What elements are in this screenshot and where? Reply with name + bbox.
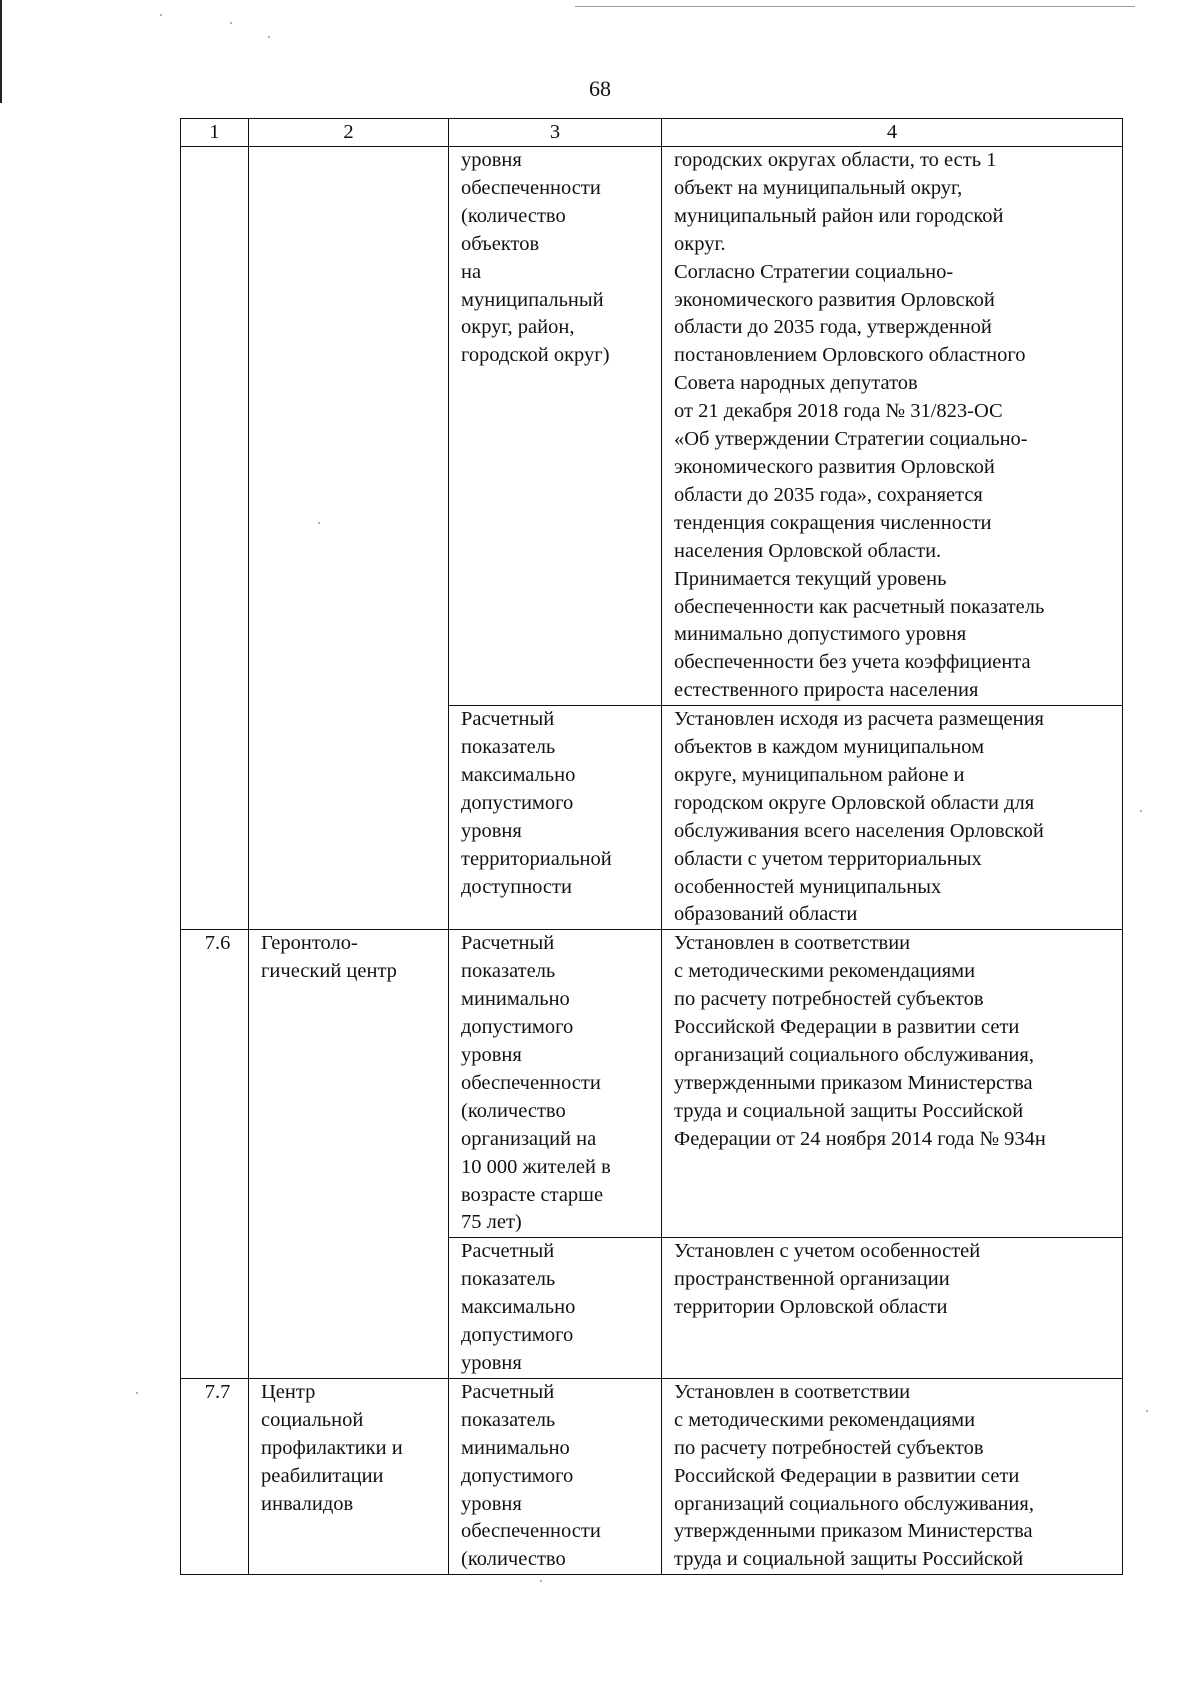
indicator-cell: Расчетный показатель минимально допустимого уровня обеспеченности (количество [449,1378,662,1574]
object-name-cell: Геронтоло- гический центр [249,930,449,1379]
scan-speck [268,36,270,38]
header-cell-3: 3 [449,119,662,147]
table-row [181,147,1123,706]
row-number-cell: 7.7 [181,1378,249,1574]
description-cell: Установлен в соответствии с методическими рекомендациями по расчету потребностей субъектов Российской Федерации в развитии сети организаций социального обслуживания, утвержденными приказом Министерства труда и социальной защиты Российской [662,1378,1123,1574]
scan-speck [160,14,162,16]
row-number-cell: 7.6 [181,930,249,1379]
indicator-cell: уровня обеспеченности (количество объектов на муниципальный округ, район, городской округ) [449,147,662,706]
standards-table [180,118,1123,1575]
indicator-cell: Расчетный показатель минимально допустимого уровня обеспеченности (количество организаций на 10 000 жителей в возрасте старше 75 лет) [449,930,662,1238]
header-cell-2: 2 [249,119,449,147]
object-name-cell [249,147,449,930]
scan-speck [540,1580,542,1582]
indicator-cell: Расчетный показатель максимально допустимого уровня [449,1238,662,1379]
scan-speck [1140,810,1142,812]
description-cell: городских округах области, то есть 1 объект на муниципальный округ, муниципальный район или городской округ. Согласно Стратегии социально- экономического развития Орловской области до 2035 года, утвержденной постановлением Орловского областного Совета народных депутатов от 21 декабря 2018 года № 31/823-ОС «Об утверждении Стратегии социально- экономического развития Орловской области до 2035 года», сохраняется тенденция сокращения численности населения Орловской области. Принимается текущий уровень обеспеченности как расчетный показатель минимально допустимого уровня обеспеченности без учета коэффициента естественного прироста населения [662,147,1123,706]
object-name-cell: Центр социальной профилактики и реабилитации инвалидов [249,1378,449,1574]
header-cell-4: 4 [662,119,1123,147]
description-cell: Установлен в соответствии с методическими рекомендациями по расчету потребностей субъектов Российской Федерации в развитии сети организаций социального обслуживания, утвержденными приказом Министерства труда и социальной защиты Российской Федерации от 24 ноября 2014 года № 934н [662,930,1123,1238]
table-row [181,930,1123,1238]
description-cell: Установлен с учетом особенностей пространственной организации территории Орловской области [662,1238,1123,1379]
header-cell-1: 1 [181,119,249,147]
header-row [181,119,1123,147]
scan-speck [136,1392,138,1394]
description-cell: Установлен исходя из расчета размещения объектов в каждом муниципальном округе, муниципальном районе и городском округе Орловской области для обслуживания всего населения Орловской области с учетом территориальных особенностей муниципальных образований области [662,706,1123,930]
page-number: 68 [589,76,611,101]
scan-top-line [575,6,1135,7]
indicator-cell: Расчетный показатель максимально допустимого уровня территориальной доступности [449,706,662,930]
table-row [181,1378,1123,1574]
scan-speck [1146,1410,1148,1412]
scan-speck [230,22,232,24]
row-number-cell [181,147,249,930]
